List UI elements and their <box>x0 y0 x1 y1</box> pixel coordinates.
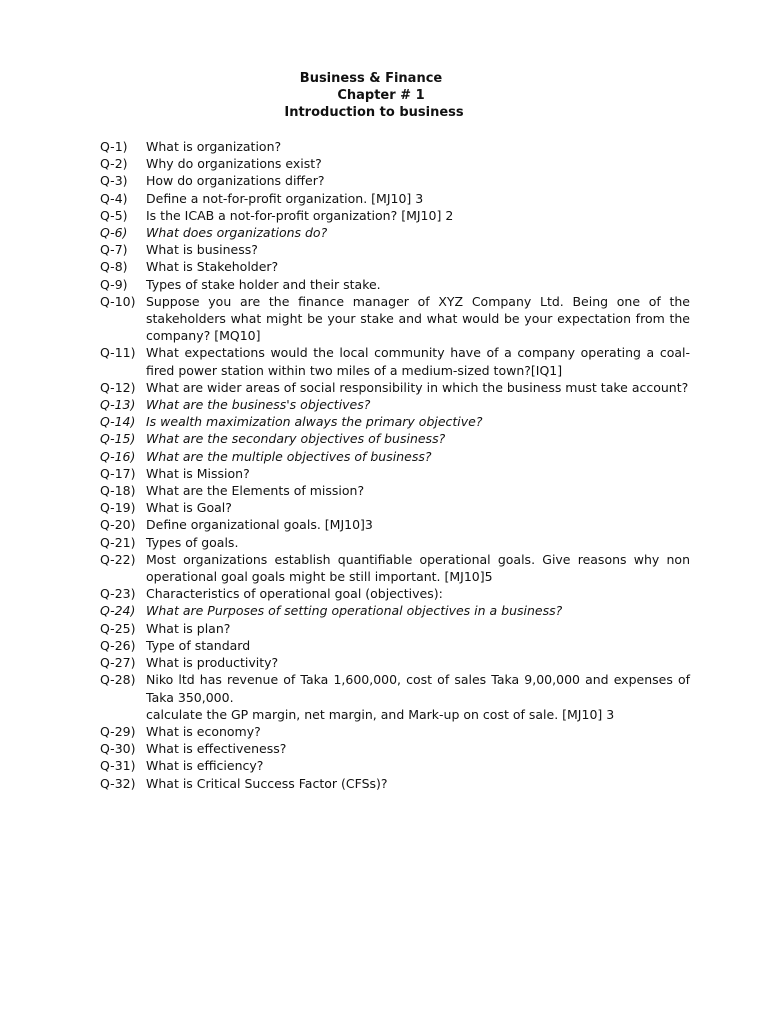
question-text-line: What are wider areas of social responsibility in which the business must take account? <box>146 379 689 395</box>
question-item <box>100 207 690 224</box>
question-number: Q-6) <box>100 225 128 241</box>
question-text <box>146 344 690 378</box>
question-text-line: Types of goals. <box>146 534 239 550</box>
question-text <box>146 465 690 482</box>
question-text <box>146 482 690 499</box>
question-number: Q-30) <box>100 741 136 757</box>
question-text-line: What expectations would the local community have of a company operating a coal-fired power station within two miles of a medium-sized town?[IQ1] <box>146 345 690 378</box>
question-number: Q-29) <box>100 723 136 739</box>
question-text-line: What is plan? <box>146 620 231 636</box>
question-item <box>100 723 690 740</box>
question-number: Q-7) <box>100 242 128 258</box>
question-text-line: What is business? <box>146 242 258 258</box>
question-text-line: What is Critical Success Factor (CFSs)? <box>146 775 388 791</box>
question-text <box>146 172 690 189</box>
question-text-line: Define a not-for-profit organization. [MJ10] 3 <box>146 190 424 206</box>
chapter-title: Chapter # 1 <box>337 88 425 103</box>
question-number: Q-28) <box>100 672 136 688</box>
question-text <box>146 775 690 792</box>
chapter-subtitle: Introduction to business <box>284 105 464 120</box>
question-item <box>100 516 690 533</box>
question-number: Q-15) <box>100 431 136 447</box>
question-text <box>146 620 690 637</box>
subject-title: Business & Finance <box>299 71 443 86</box>
question-text-line: Define organizational goals. [MJ10]3 <box>146 517 373 533</box>
question-list <box>100 138 690 792</box>
question-item <box>100 276 690 293</box>
question-number: Q-4) <box>100 190 128 206</box>
question-item <box>100 396 690 413</box>
question-text <box>146 448 690 465</box>
question-number: Q-25) <box>100 620 136 636</box>
question-item <box>100 620 690 637</box>
question-text <box>146 757 690 774</box>
question-number: Q-22) <box>100 551 136 567</box>
question-text-line: What is effectiveness? <box>146 741 287 757</box>
question-text <box>146 224 690 241</box>
question-text-line: What are the multiple objectives of business? <box>146 448 432 464</box>
question-number: Q-12) <box>100 379 136 395</box>
question-item <box>100 190 690 207</box>
question-item <box>100 224 690 241</box>
question-text-line: What are the Elements of mission? <box>146 483 365 499</box>
question-item <box>100 138 690 155</box>
question-item <box>100 654 690 671</box>
question-number: Q-18) <box>100 483 136 499</box>
question-text-line: Niko ltd has revenue of Taka 1,600,000, cost of sales Taka 9,00,000 and expenses of Taka 350,000. <box>146 672 690 705</box>
question-item <box>100 465 690 482</box>
question-number: Q-17) <box>100 465 136 481</box>
question-item <box>100 740 690 757</box>
question-text <box>146 585 690 602</box>
question-item <box>100 241 690 258</box>
question-number: Q-27) <box>100 655 136 671</box>
question-item <box>100 534 690 551</box>
question-text <box>146 637 690 654</box>
question-text <box>146 516 690 533</box>
question-number: Q-16) <box>100 448 136 464</box>
question-item <box>100 637 690 654</box>
question-text <box>146 534 690 551</box>
question-text <box>146 654 690 671</box>
question-item <box>100 293 690 345</box>
question-item <box>100 757 690 774</box>
question-item <box>100 430 690 447</box>
question-number: Q-20) <box>100 517 136 533</box>
question-text-line: Characteristics of operational goal (objectives): <box>146 586 443 602</box>
question-item <box>100 775 690 792</box>
question-number: Q-3) <box>100 173 128 189</box>
question-text <box>146 276 690 293</box>
question-text <box>146 430 690 447</box>
question-text-line: What is efficiency? <box>146 758 264 774</box>
question-text <box>146 396 690 413</box>
question-text-line: What does organizations do? <box>146 225 328 241</box>
question-text-line: What is Mission? <box>146 465 250 481</box>
question-number: Q-1) <box>100 139 128 154</box>
question-text-line: What is productivity? <box>146 655 279 671</box>
question-item <box>100 499 690 516</box>
question-text-line: calculate the GP margin, net margin, and Mark-up on cost of sale. [MJ10] 3 <box>146 706 615 722</box>
question-number: Q-19) <box>100 500 136 516</box>
question-number: Q-2) <box>100 156 128 172</box>
question-text-line: What is Goal? <box>146 500 232 516</box>
question-text-line: What is economy? <box>146 723 261 739</box>
question-number: Q-10) <box>100 293 136 309</box>
question-text-line: Type of standard <box>146 637 251 653</box>
question-text-line: How do organizations differ? <box>146 173 325 189</box>
question-text <box>146 723 690 740</box>
question-number: Q-8) <box>100 259 128 275</box>
question-text <box>146 207 690 224</box>
question-text <box>146 155 690 172</box>
question-number: Q-26) <box>100 637 136 653</box>
question-text-line: Most organizations establish quantifiable operational goals. Give reasons why non operational goal goals might be still important. [MJ10]5 <box>146 551 690 585</box>
question-item <box>100 258 690 275</box>
question-text <box>146 241 690 258</box>
question-text <box>146 499 690 516</box>
question-item <box>100 671 690 723</box>
question-text-line: What are the secondary objectives of business? <box>146 431 446 447</box>
question-text-line: What is Stakeholder? <box>146 259 279 275</box>
question-text-line: Why do organizations exist? <box>146 156 322 172</box>
question-text-line: What are the business's objectives? <box>146 397 371 413</box>
question-text <box>146 740 690 757</box>
question-item <box>100 155 690 172</box>
question-text-line: What are Purposes of setting operational objectives in a business? <box>146 603 563 619</box>
question-number: Q-23) <box>100 586 136 602</box>
question-number: Q-24) <box>100 603 136 619</box>
question-text-line: Is wealth maximization always the primary objective? <box>146 414 483 430</box>
question-item <box>100 344 690 378</box>
question-number: Q-14) <box>100 414 136 430</box>
question-text-line: Types of stake holder and their stake. <box>146 276 381 292</box>
question-number: Q-13) <box>100 397 136 413</box>
question-text <box>146 293 690 345</box>
document-header <box>0 70 768 121</box>
question-text <box>146 379 690 396</box>
question-text-line: Suppose you are the finance manager of XYZ Company Ltd. Being one of the stakeholders what might be your stake and what would be your expectation from the company? [MQ10] <box>146 293 690 344</box>
question-text <box>146 602 690 619</box>
question-number: Q-21) <box>100 534 136 550</box>
question-item <box>100 448 690 465</box>
question-number: Q-11) <box>100 345 136 361</box>
question-item <box>100 413 690 430</box>
question-item <box>100 482 690 499</box>
question-text <box>146 551 690 585</box>
question-item <box>100 379 690 396</box>
question-item <box>100 585 690 602</box>
question-text <box>146 671 690 723</box>
question-text <box>146 413 690 430</box>
question-number: Q-9) <box>100 276 128 292</box>
question-item <box>100 551 690 585</box>
question-text-line: Is the ICAB a not-for-profit organization? [MJ10] 2 <box>146 207 454 223</box>
question-item <box>100 172 690 189</box>
question-text <box>146 138 690 155</box>
question-number: Q-5) <box>100 207 128 223</box>
question-text <box>146 190 690 207</box>
question-text-line: What is organization? <box>146 139 282 154</box>
question-number: Q-32) <box>100 775 136 791</box>
question-number: Q-31) <box>100 758 136 774</box>
question-item <box>100 602 690 619</box>
question-text <box>146 258 690 275</box>
